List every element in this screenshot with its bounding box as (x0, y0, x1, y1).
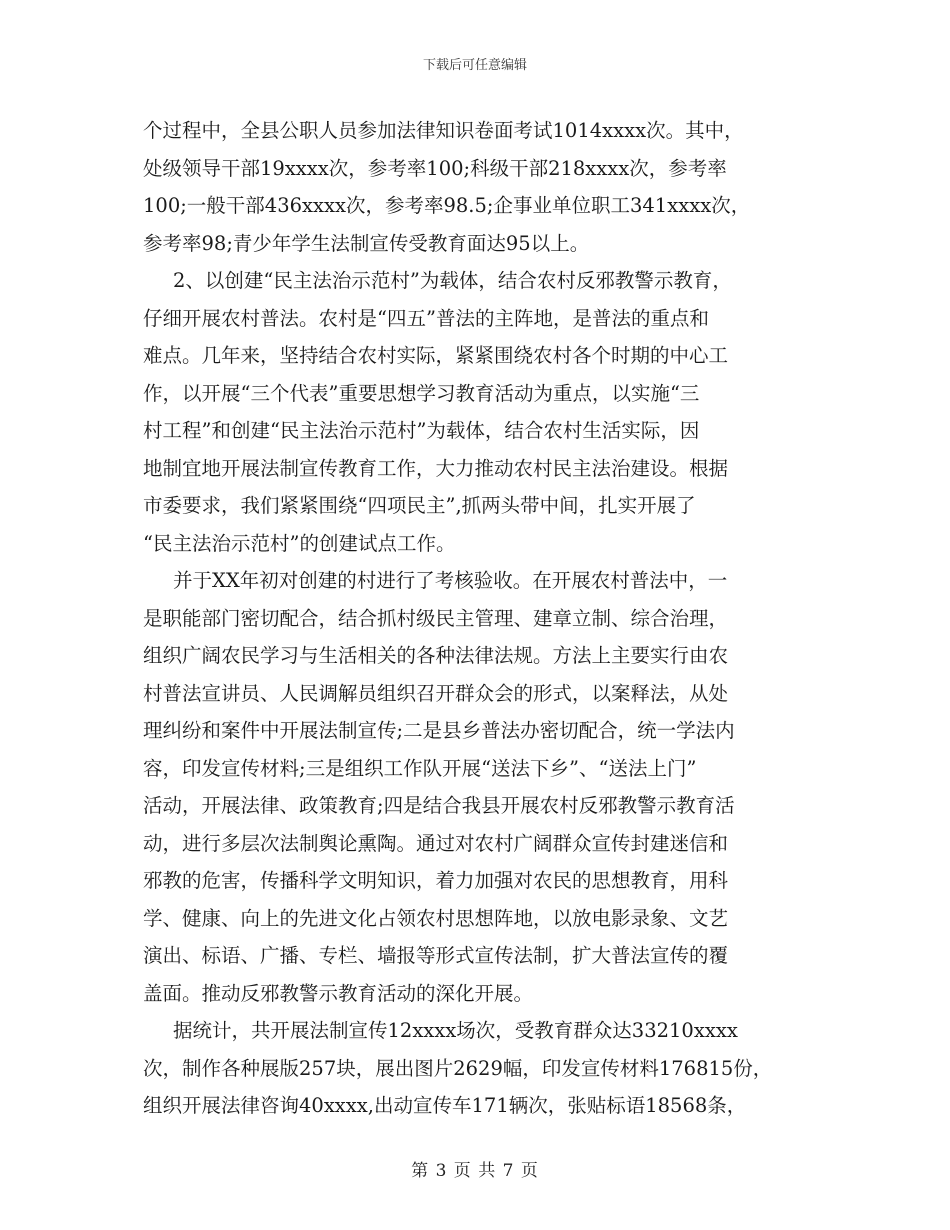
text-line: 组织开展法律咨询40xxxx,出动宣传车171辆次，张贴标语18568条， (143, 1094, 747, 1117)
text-line: 市委要求，我们紧紧围绕“四项民主”,抓两头带中间，扎实开展了 (143, 494, 696, 517)
text-line: 组织广阔农民学习与生活相关的各种法律法规。方法上主要实行由农 (143, 644, 729, 667)
text-line: 邪教的危害，传播科学文明知识，着力加强对农民的思想教育，用科 (143, 869, 729, 892)
text-line: 地制宜地开展法制宣传教育工作，大力推动农村民主法治建设。根据 (143, 456, 729, 480)
text-line: 是职能部门密切配合，结合抓村级民主管理、建章立制、综合治理， (143, 606, 729, 630)
text-line: 次，制作各种展版257块，展出图片2629幅，印发宣传材料176815份， (143, 1056, 773, 1080)
page-footer: 第 3 页 共 7 页 (411, 1161, 539, 1181)
text-line: “民主法治示范村”的创建试点工作。 (143, 531, 456, 555)
text-line: 理纠纷和案件中开展法制宣传;二是县乡普法办密切配合，统一学法内 (143, 719, 735, 742)
paragraph-first-line: 据统计，共开展法制宣传12xxxx场次，受教育群众达33210xxxx (173, 1019, 738, 1042)
paragraph-first-line: 并于XX年初对创建的村进行了考核验收。在开展农村普法中，一 (173, 569, 728, 592)
text-line: 演出、标语、广播、专栏、墙报等形式宣传法制，扩大普法宣传的覆 (143, 944, 729, 967)
page-header: 下载后可任意编辑 (422, 58, 527, 73)
text-line: 处级领导干部19xxxx次，参考率100;科级干部218xxxx次，参考率 (143, 156, 727, 180)
text-line: 作，以开展“三个代表”重要思想学习教育活动为重点，以实施“三 (143, 381, 700, 405)
text-line: 难点。几年来，坚持结合农村实际，紧紧围绕农村各个时期的中心工 (143, 344, 729, 367)
text-line: 参考率98;青少年学生法制宣传受教育面达95以上。 (143, 231, 590, 255)
text-line: 动，进行多层次法制舆论熏陶。通过对农村广阔群众宣传封建迷信和 (143, 831, 729, 855)
text-line: 盖面。推动反邪教警示教育活动的深化开展。 (143, 981, 534, 1005)
text-line: 仔细开展农村普法。农村是“四五”普法的主阵地，是普法的重点和 (143, 306, 709, 330)
text-line: 活动，开展法律、政策教育;四是结合我县开展农村反邪教警示教育活 (143, 794, 735, 817)
paragraph-first-line: 2、以创建“民主法治示范村”为载体，结合农村反邪教警示教育， (173, 269, 732, 292)
text-line: 村工程”和创建“民主法治示范村”为载体，结合农村生活实际，因 (143, 419, 700, 442)
text-line: 个过程中，全县公职人员参加法律知识卷面考试1014xxxx次。其中， (143, 119, 744, 142)
text-line: 容，印发宣传材料;三是组织工作队开展“送法下乡”、“送法上门” (143, 756, 697, 780)
text-line: 学、健康、向上的先进文化占领农村思想阵地，以放电影录象、文艺 (143, 906, 729, 930)
text-line: 100;一般干部436xxxx次，参考率98.5;企事业单位职工341xxxx次， (143, 194, 751, 217)
document-body (143, 112, 823, 1125)
text-line: 村普法宣讲员、人民调解员组织召开群众会的形式，以案释法，从处 (143, 681, 729, 705)
